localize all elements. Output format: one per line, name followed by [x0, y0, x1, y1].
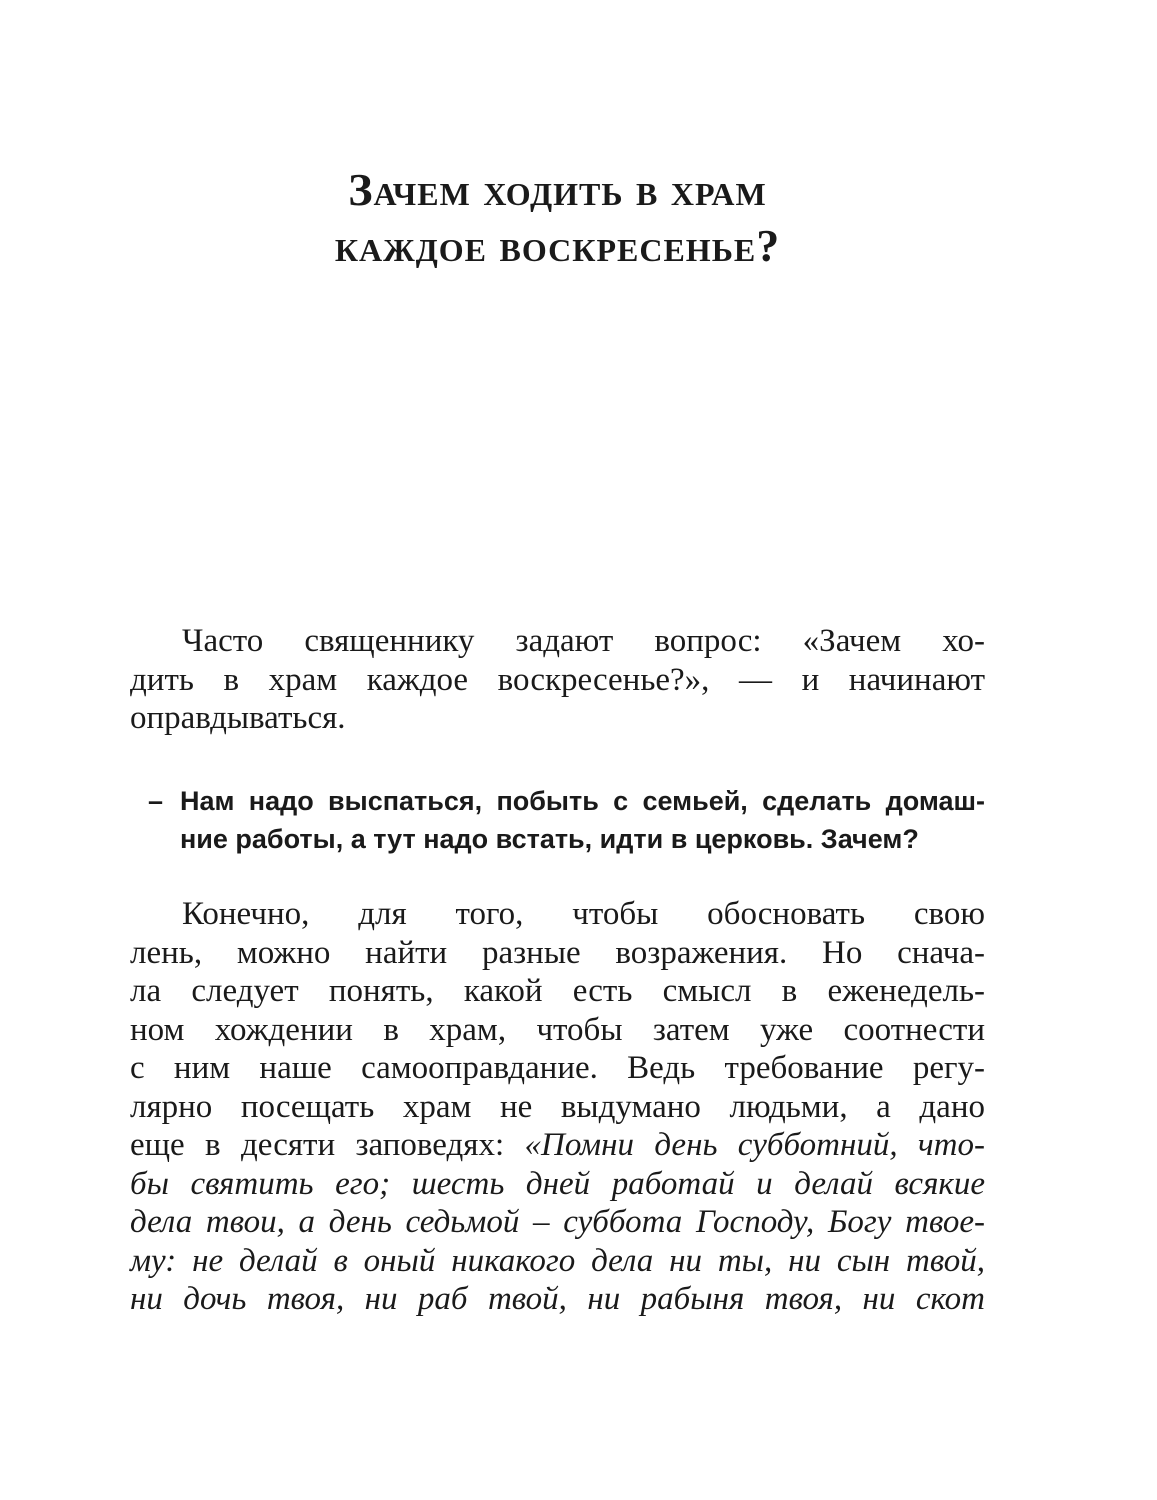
- scripture-line: му: не делай в оный никакого дела ни ты, ни сын твой,: [130, 1242, 985, 1279]
- paragraph-main: [130, 895, 985, 1319]
- text-line: оправдываться.: [130, 700, 346, 736]
- text-line: лень, можно найти разные возражения. Но снача-: [130, 934, 985, 971]
- chapter-title: [130, 162, 985, 274]
- text-line-mixed: [130, 1126, 985, 1165]
- quote-line: ние работы, а тут надо встать, идти в церковь. Зачем?: [180, 824, 919, 854]
- scripture-quote-start: «Помни день субботний, что-: [524, 1127, 985, 1163]
- quote-line: [148, 782, 985, 820]
- dialogue-quote: [148, 782, 985, 858]
- quote-text: Нам надо выспаться, побыть с семьей, сделать домаш-: [180, 786, 985, 816]
- text-line: лярно посещать храм не выдумано людьми, а дано: [130, 1088, 985, 1125]
- chapter-title-line-1: Зачем ходить в храм: [348, 164, 767, 215]
- text-line: с ним наше самооправдание. Ведь требование регу-: [130, 1050, 985, 1086]
- text-line: ном хождении в храм, чтобы затем уже соотнести: [130, 1011, 985, 1048]
- text-line: дить в храм каждое воскресенье?», — и начинают: [130, 661, 985, 698]
- text-line: ла следует понять, какой есть смысл в еженедель-: [130, 973, 985, 1009]
- paragraph-intro: [130, 622, 985, 738]
- quote-dash: –: [148, 786, 164, 816]
- chapter-title-line-2: каждое воскресенье?: [334, 220, 781, 271]
- text-plain: еще в десяти заповедях:: [130, 1127, 525, 1163]
- scripture-line: дела твои, а день седьмой – суббота Господу, Богу твое-: [130, 1204, 985, 1240]
- scripture-line: ни дочь твоя, ни раб твой, ни рабыня твоя, ни скот: [130, 1281, 985, 1317]
- scripture-line: бы святить его; шесть дней работай и делай всякие: [130, 1165, 985, 1202]
- text-line: Часто священнику задают вопрос: «Зачем хо-: [182, 623, 985, 659]
- text-line: Конечно, для того, чтобы обосновать свою: [182, 896, 985, 932]
